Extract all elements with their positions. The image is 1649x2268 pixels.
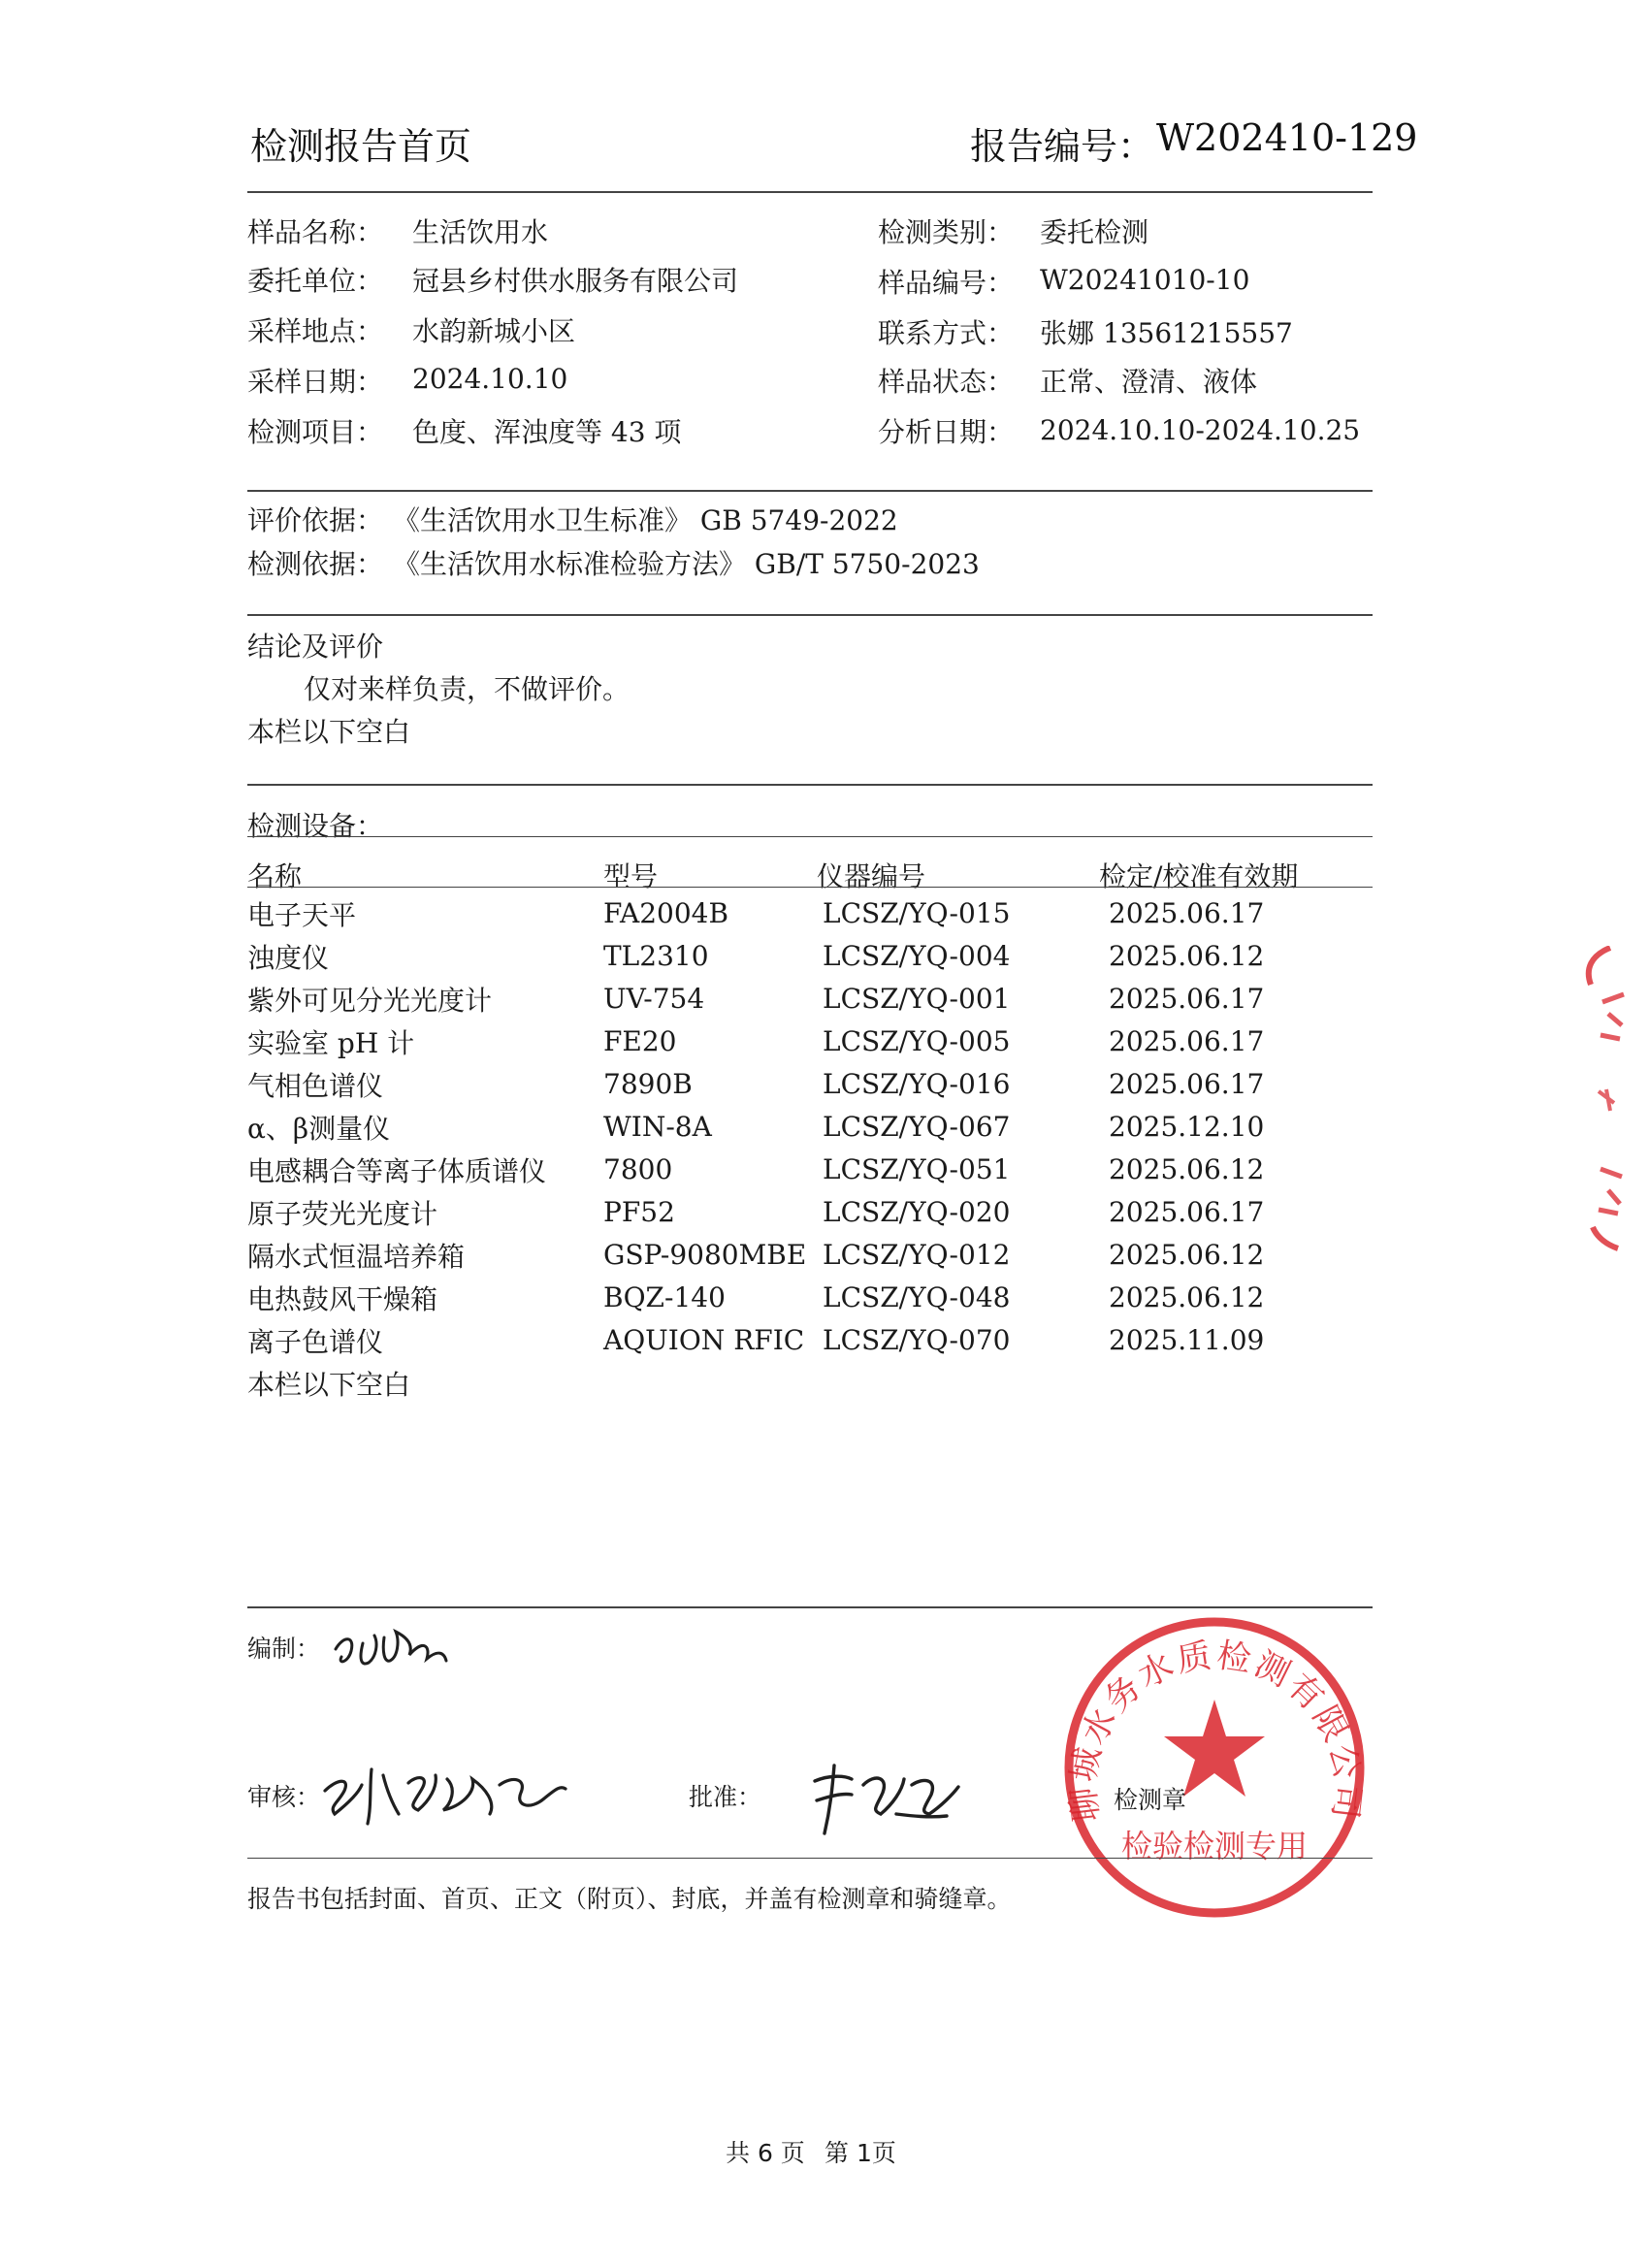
equipment-expiry: 2025.06.17	[1109, 1025, 1265, 1057]
sample-name-label: 样品名称：	[247, 216, 384, 248]
column-header-model: 型号	[603, 860, 659, 892]
test-category-label: 检测类别：	[878, 216, 1015, 248]
equipment-name: 实验室 pH 计	[247, 1027, 415, 1059]
equipment-number: LCSZ/YQ-020	[823, 1196, 1011, 1228]
column-header-calibration-expiry: 检定/校准有效期	[1099, 860, 1299, 892]
equipment-model: TL2310	[603, 940, 709, 972]
equipment-model: UV-754	[603, 983, 705, 1015]
analysis-date-label: 分析日期：	[878, 416, 1015, 448]
conclusion-text: 仅对来样负责，不做评价。	[304, 673, 630, 705]
equipment-name: α、β测量仪	[247, 1113, 391, 1145]
sampling-site-value: 水韵新城小区	[412, 315, 576, 347]
equipment-name: 电热鼓风干燥箱	[247, 1283, 438, 1315]
equipment-expiry: 2025.06.12	[1109, 940, 1265, 972]
approver-signature	[795, 1746, 975, 1843]
equipment-model: FA2004B	[603, 897, 729, 929]
conclusion-blank-note: 本栏以下空白	[247, 716, 411, 748]
equipment-number: LCSZ/YQ-015	[823, 897, 1011, 929]
page-title: 检测报告首页	[250, 125, 472, 168]
equipment-model: AQUION RFIC	[603, 1324, 805, 1356]
inspection-seal	[1050, 1603, 1379, 1928]
test-items-label: 检测项目：	[247, 416, 384, 448]
conclusion-heading: 结论及评价	[247, 631, 384, 663]
evaluation-basis-value: 《生活饮用水卫生标准》 GB 5749-2022	[393, 504, 898, 536]
sample-name-value: 生活饮用水	[412, 216, 549, 248]
equipment-name: 紫外可见分光光度计	[247, 985, 493, 1017]
report-number: W202410-129	[1156, 116, 1418, 159]
column-header-name: 名称	[247, 860, 303, 892]
equipment-heading-underline	[247, 836, 1373, 837]
evaluation-basis-label: 评价依据：	[247, 504, 384, 536]
equipment-expiry: 2025.06.17	[1109, 897, 1265, 929]
contact-label: 联系方式：	[878, 317, 1015, 349]
equipment-number: LCSZ/YQ-051	[823, 1153, 1011, 1185]
reviewer-signature	[315, 1746, 572, 1833]
equipment-name: 电子天平	[247, 899, 357, 931]
test-category-value: 委托检测	[1040, 216, 1149, 248]
compiled-by-label: 编制：	[247, 1635, 321, 1663]
page-total: 共 6 页	[726, 2139, 805, 2167]
sample-number-value: W20241010-10	[1040, 264, 1250, 296]
test-basis-value: 《生活饮用水标准检验方法》 GB/T 5750-2023	[393, 548, 980, 580]
equipment-expiry: 2025.06.17	[1109, 1196, 1265, 1228]
equipment-model: WIN-8A	[603, 1111, 712, 1143]
approved-by-label: 批准：	[689, 1783, 762, 1811]
client-value: 冠县乡村供水服务有限公司	[412, 265, 739, 297]
equipment-expiry: 2025.06.12	[1109, 1153, 1265, 1185]
equipment-name: 原子荧光光度计	[247, 1198, 438, 1230]
equipment-expiry: 2025.12.10	[1109, 1111, 1265, 1143]
equipment-expiry: 2025.06.17	[1109, 1068, 1265, 1100]
equipment-number: LCSZ/YQ-016	[823, 1068, 1011, 1100]
equipment-blank-note: 本栏以下空白	[247, 1369, 411, 1401]
equipment-model: 7800	[603, 1153, 673, 1185]
equipment-model: 7890B	[603, 1068, 693, 1100]
client-label: 委托单位：	[247, 265, 384, 297]
analysis-date-value: 2024.10.10-2024.10.25	[1040, 414, 1361, 446]
test-basis-label: 检测依据：	[247, 548, 384, 580]
header-divider	[247, 191, 1373, 193]
test-items-value: 色度、浑浊度等 43 项	[412, 416, 682, 448]
sample-number-label: 样品编号：	[878, 267, 1015, 299]
page-current: 第 1页	[824, 2139, 896, 2167]
equipment-expiry: 2025.11.09	[1109, 1324, 1265, 1356]
compiled-signature	[330, 1610, 456, 1680]
equipment-expiry: 2025.06.12	[1109, 1239, 1265, 1271]
equipment-model: FE20	[603, 1025, 677, 1057]
seal-bottom-text: 检验检测专用	[1120, 1828, 1309, 1864]
contact-value: 张娜 13561215557	[1040, 317, 1293, 349]
seal-ring-text: 聊城水务水质检测有限公司	[1063, 1636, 1368, 1824]
equipment-name: 浊度仪	[247, 942, 330, 974]
equipment-model: GSP-9080MBE	[603, 1239, 807, 1271]
equipment-expiry: 2025.06.17	[1109, 983, 1265, 1015]
seam-seal-fragment	[1571, 946, 1630, 1251]
inspection-seal-label: 检测章	[1114, 1786, 1187, 1814]
report-number-label: 报告编号：	[970, 125, 1155, 168]
footer-note: 报告书包括封面、首页、正文（附页）、封底，并盖有检测章和骑缝章。	[247, 1885, 1012, 1913]
info-divider	[247, 490, 1373, 492]
sample-state-value: 正常、澄清、液体	[1040, 366, 1258, 398]
equipment-number: LCSZ/YQ-001	[823, 983, 1011, 1015]
conclusion-divider	[247, 784, 1373, 786]
equipment-model: PF52	[603, 1196, 675, 1228]
sample-state-label: 样品状态：	[878, 366, 1015, 398]
equipment-heading: 检测设备：	[247, 810, 384, 842]
column-header-instrument-number: 仪器编号	[817, 860, 926, 892]
sampling-date-label: 采样日期：	[247, 366, 384, 398]
equipment-number: LCSZ/YQ-048	[823, 1281, 1011, 1313]
equipment-number: LCSZ/YQ-067	[823, 1111, 1011, 1143]
basis-divider	[247, 614, 1373, 616]
reviewed-by-label: 审核：	[247, 1783, 321, 1811]
table-header-underline	[247, 887, 1373, 888]
equipment-expiry: 2025.06.12	[1109, 1281, 1265, 1313]
equipment-number: LCSZ/YQ-070	[823, 1324, 1011, 1356]
sampling-date-value: 2024.10.10	[412, 363, 568, 395]
equipment-number: LCSZ/YQ-005	[823, 1025, 1011, 1057]
equipment-model: BQZ-140	[603, 1281, 726, 1313]
sampling-site-label: 采样地点：	[247, 315, 384, 347]
equipment-number: LCSZ/YQ-004	[823, 940, 1011, 972]
footer-divider	[247, 1858, 1373, 1859]
equipment-number: LCSZ/YQ-012	[823, 1239, 1011, 1271]
equipment-name: 隔水式恒温培养箱	[247, 1241, 466, 1273]
equipment-name: 离子色谱仪	[247, 1326, 384, 1358]
equipment-name: 电感耦合等离子体质谱仪	[247, 1155, 547, 1187]
equipment-name: 气相色谱仪	[247, 1070, 384, 1102]
